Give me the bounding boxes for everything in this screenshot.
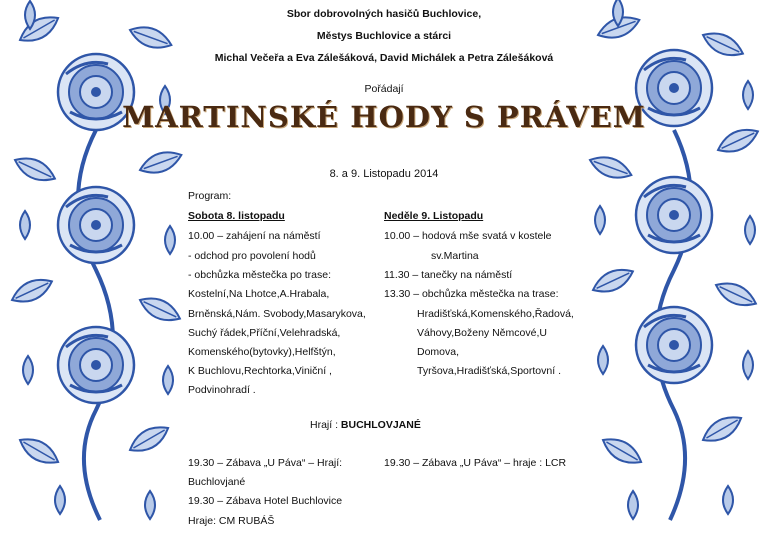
- sunday-heading: Neděle 9. Listopadu: [384, 210, 484, 222]
- organizer-line-4: Pořádají: [364, 83, 404, 95]
- evening-line-right: 19.30 – Zábava „U Páva“ – hraje : LCR: [384, 457, 567, 469]
- saturday-line: K Buchlovu,Rechtorka,Viniční ,: [188, 365, 332, 377]
- evening-line: Hraje: CM RUBÁŠ: [188, 515, 275, 527]
- bands-line: [310, 418, 421, 432]
- saturday-line: Podvinohradí .: [188, 384, 256, 396]
- sunday-line: 10.00 – hodová mše svatá v kostele: [384, 230, 552, 242]
- bands-name: BUCHLOVJANÉ: [340, 419, 421, 431]
- organizer-line-1: Sbor dobrovolných hasičů Buchlovice,: [286, 8, 482, 20]
- event-date: 8. a 9. Listopadu 2014: [329, 168, 439, 180]
- bands-label: Hrají :: [310, 419, 341, 431]
- sunday-line: Tyršova,Hradišťská,Sportovní .: [417, 365, 561, 377]
- saturday-line: 10.00 – zahájení na náměstí: [188, 230, 321, 242]
- sunday-line: Hradišťská,Komenského,Řadová,: [417, 308, 574, 320]
- saturday-line: Kostelní,Na Lhotce,A.Hrabala,: [188, 288, 330, 300]
- sunday-line: Váhovy,Boženy Němcové,U: [417, 327, 547, 339]
- saturday-line: Komenského(bytovky),Helfštýn,: [188, 346, 336, 358]
- sunday-line: sv.Martina: [431, 250, 479, 262]
- evening-line: Buchlovjané: [188, 476, 246, 488]
- saturday-line: - odchod pro povolení hodů: [188, 250, 316, 262]
- saturday-heading: Sobota 8. listopadu: [188, 210, 285, 222]
- saturday-line: - obchůzka městečka po trase:: [188, 269, 331, 281]
- event-title: MARTINSKÉ HODY S PRÁVEM: [122, 100, 646, 134]
- right-floral-ornament: [578, 0, 768, 537]
- organizer-line-3: Michal Večeřa a Eva Zálešáková, David Michálek a Petra Zálešáková: [214, 52, 554, 64]
- organizer-line-2: Městys Buchlovice a stárci: [316, 30, 452, 42]
- sunday-line: Domova,: [417, 346, 460, 358]
- saturday-line: Brněnská,Nám. Svobody,Masarykova,: [188, 308, 366, 320]
- sunday-line: 11.30 – tanečky na náměstí: [384, 269, 513, 281]
- program-label: Program:: [188, 190, 232, 202]
- evening-line: 19.30 – Zábava Hotel Buchlovice: [188, 495, 343, 507]
- saturday-line: Suchý řádek,Příční,Velehradská,: [188, 327, 341, 339]
- left-floral-ornament: [0, 0, 190, 537]
- sunday-line: 13.30 – obchůzka městečka na trase:: [384, 288, 559, 300]
- evening-line: 19.30 – Zábava „U Páva“ – Hrají:: [188, 457, 343, 469]
